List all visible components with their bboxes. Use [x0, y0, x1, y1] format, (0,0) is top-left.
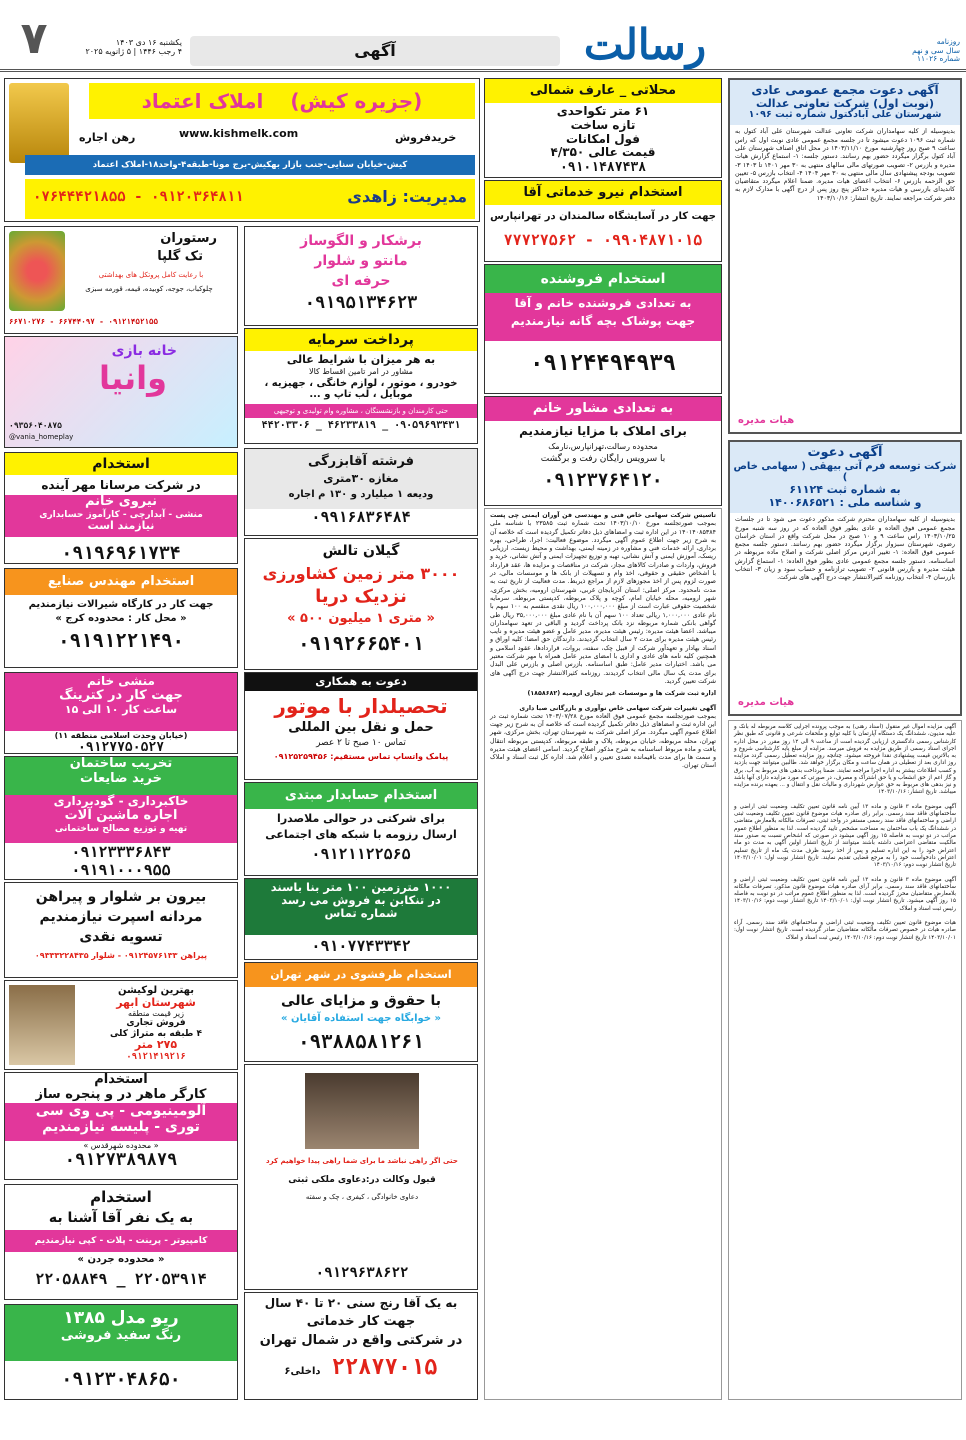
section-title: آگهی: [190, 36, 560, 66]
ad-computer: استخدام به یک نفر آقا آشنا به کامپیوتر - پرینت - پلات - کپی نیازمندیم « محدوده جردن » ۲۲۰۵۸۸۴۹ _ ۲۲۰۵۳۹۱۴: [4, 1184, 238, 1300]
page-number: ۷: [20, 13, 48, 64]
ad-abhar: بهترین لوکیشن شهرستان ابهر زیر قیمت منطقه فروش تجاری ۴ طبقه به متراژ کلی ۲۷۵ متر ۰۹۱۲۱۴۱۹۲۱۶: [4, 980, 238, 1070]
issue-info: روزنامه سال سی و نهم شماره ۱۱۰۲۶: [912, 37, 960, 64]
ad-accountant: استخدام حسابدار مبتدی برای شرکتی در حوالی ملاصدرا ارسال رزومه با شبکه های اجتماعی ۰۹۱۲۱۱۲۲۵۶۵: [244, 782, 478, 876]
legal-notices-small: [728, 720, 962, 1400]
header-date: یکشنبه ۱۶ دی ۱۴۰۳ ۴ رجب ۱۴۴۶ | ۵ ژانویه ۲۰۲۵: [85, 38, 182, 57]
land-body: ۱۰۰۰ مترزمین ۱۰۰ متر بنا باسند در تنکابن به فروش می رسد شماره تماس: [245, 879, 477, 935]
ad-typist: منشی خانم جهت کار در کترینگ ساعت کار ۱۰ الی ۱۵ (خیابان وحدت اسلامی منطقه ۱۱) ۰۹۱۲۷۷۵۰۵۲۷: [4, 672, 238, 754]
legal-notices-body: آگهی مزایده اموال غیر منقول (اسناد رهنی) به موجب پرونده اجرایی کلاسه مربوطه له بانک و علیه مدیون، ششدانگ یک دستگاه آپارتمان با کلیه توابع و ملحقات شرعی و قانونی که طبق نظر کارشناس رسمی دادگستری ارزیابی گردیده است از ساعت ۹ الی ۱۲ روز مقرر در محل اداره اجرای اسناد رسمی از طریق مزایده به فروش میرسد. مزایده از مبلغ پایه کارشناسی شروع و به بالاترین قیمت پیشنهادی نقدا فروخته میشود. چنانچه روز مزایده تعطیل رسمی گردد مزایده روز اداری بعد از تعطیلی در همان ساعت و مکان برگزار خواهد شد. طالبین میتوانند جهت بازدید و کسب اطلاعات بیشتر به اداره اجرا مراجعه نمایند. ضمنا پرداخت بدهی های مربوط به آب، برق و گاز اعم از حق انشعاب و یا حق اشتراک و مصرف، در صورتی که مورد مزایده دارای آنها باشد و نیز بدهی های مربوط به حق عوارض شهرداری و مالیات نقل و انتقال و ... بعهده برنده مزایده میباشد. تاریخ انتشار: ۱۴۰۳/۱۰/۱۶ آگهی موضوع ماده ۳ قانون و ماده ۱۳ آیین نامه قانون تعیین تکلیف وضعیت ثبتی اراضی و ساختمانهای فاقد سند رسمی. برابر رای صادره هیات موضوع قانون تعیین تکلیف وضعیت ثبتی اراضی و ساختمانهای فاقد سند رسمی مستقر در واحد ثبتی، تصرفات مالکانه بلامعارض متقاضی در ششدانگ یک باب ساختمان به مساحت مشخص تایید گردیده است. لذا به منظور اطلاع عموم مراتب در دو نوبت به فاصله ۱۵ روز آگهی میشود در صورتی که اشخاص نسبت به صدور سند مالکیت متقاضی اعتراضی داشته باشند میتوانند از تاریخ انتشار اولین آگهی به مدت دو ماه اعتراض خود را به این اداره تسلیم و پس از اخذ رسید ظرف مدت یک ماه از تاریخ تسلیم اعتراض دادخواست خود را به مرجع قضایی تقدیم نمایند. تاریخ انتشار نوبت اول: ۱۴۰۳/۱۰/۰۱ تاریخ انتشار نوبت دوم: ۱۴۰۳/۱۰/۱۶ آگهی موضوع ماده ۳ قانون و ماده ۱۳ آیین نامه قانون تعیین تکلیف وضعیت ثبتی اراضی و ساختمانهای فاقد سند رسمی. برابر آرای صادره هیات موضوع قانون مذکور، تصرفات مالکانه بلامعارض متقاضیان محرز گردیده است. لذا به منظور اطلاع عموم مراتب در دو نوبت به فاصله ۱۵ روز آگهی میشود. تاریخ انتشار نوبت اول: ۱۴۰۳/۱۰/۰۱ تاریخ انتشار نوبت دوم: ۱۴۰۳/۱۰/۱۶ رئیس ثبت اسناد و املاک هیات موضوع قانون تعیین تکلیف وضعیت ثبتی اراضی و ساختمانهای فاقد سند رسمی. آراء صادره هیات در خصوص تصرفات مالکانه متقاضیان صادر گردیده است. تاریخ انتشار نوبت اول: ۱۴۰۳/۱۰/۰۱ تاریخ انتشار نوبت دوم: ۱۴۰۳/۱۰/۱۶ رئیس ثبت اسناد و املاک: [734, 724, 957, 941]
ad-gilan: گیلان تالش ۳۰۰۰ متر زمین کشاورزی نزدیک دریا « متری ۱ میلیون ۵۰۰ » ۰۹۱۹۲۶۶۵۴۰۱: [244, 538, 478, 670]
ad-moto: دعوت به همکاری تحصیلدار با موتور حمل و نقل بین المللی تماس ۱۰ صبح تا ۲ عصر پیامک واتساپ تماس مستقیم: ۰۹۱۲۵۲۵۹۴۵۶: [244, 672, 478, 780]
ad-mechanic: به یک آقا رنج سنی ۲۰ تا ۴۰ سال جهت کار خدماتی در شرکتی واقع در شمال تهران ۲۲۸۷۷۰۱۵ داخلی۶: [244, 1292, 478, 1400]
ad-mersana: استخدام در شرکت مرسانا مهر آینده نیروی خانم منشی - آبدارچی - کارآموز حسابداری نیازمند است ۰۹۱۹۶۹۶۱۷۳۴: [4, 452, 238, 564]
ad-seller: استخدام فروشنده به تعدادی فروشنده خانم و آقا جهت پوشاک بچه گانه نیازمندیم ۰۹۱۲۴۴۹۴۹۳۹: [484, 264, 722, 394]
newspaper-logo: رسالت: [583, 20, 707, 69]
demolition-body: خاکبرداری - گودبرداری اجاره ماشین آلات تهیه و توزیع مصالح ساختمانی: [5, 795, 237, 843]
ad-capital: پرداخت سرمایه به هر میزان با شرایط عالی مشاور در امر تامین اقساط کالا خودرو ، موتور ، لوازم خانگی ، جهیزیه ، موبایل ، لب تاپ و ... حتی کارمندان و بازنشستگان ، مشاوره وام تولیدی و توجیهی ۴۴۲۰۳۳۰۶ _ ۴۶۲۳۳۸۱۹ _ ۰۹۰۵۹۶۹۳۴۳۱: [244, 328, 478, 444]
ad-kish: [4, 78, 480, 222]
ad-aluminum: استخدام کارگر ماهر در و پنجره ساز آلومینیومی - پی وی سی توری - پلیسه نیازمندیم « محدوده شهرقدس » ۰۹۱۲۷۳۸۹۸۷۹: [4, 1072, 238, 1180]
building-image: [9, 83, 69, 163]
ad-lawyer: حتی اگر راهی نباشد ما برای شما راهی پیدا خواهیم کرد قبول وکالت در:دعاوی ملکی ثبتی دعاوی خانوادگی ، کیفری ، چک و سفته ۰۹۱۲۹۶۳۸۶۲۲: [244, 1064, 478, 1290]
assembly-2-body: بدینوسیله از کلیه سهامداران محترم شرکت مذکور دعوت می شود تا در جلسات مجمع عمومی فوق العاده و عادی بطور فوق العاده که در روز سه شنبه مورخ ۱۴۰۳/۱۰/۲۵ راس ساعت ۹ و ۱۰ صبح در محل شرکت واقع در استان خراسان رضوی، شهرستان سبزوار برگزار میگردد حضور بهم رسانند. دستور جلسه مجمع عمومی فوق العاده: ۱- تغییر آدرس مرکز اصلی شرکت و اصلاح ماده مربوطه در اساسنامه. دستور جلسه مجمع عمومی عادی بطور فوق العاده: ۱- استماع گزارش هیئت مدیره و بازرس قانونی ۲- تصویب ترازنامه و حساب سود و زیان ۳- انتخاب بازرسان ۴- انتخاب روزنامه کثیرالانتشار جهت درج آگهی های شرکت.: [735, 516, 956, 582]
typist-body: منشی خانم جهت کار در کترینگ ساعت کار ۱۰ الی ۱۵: [5, 673, 237, 731]
kish-rent: رهن اجاره: [79, 131, 136, 144]
kish-buy-sell: خریدفروش: [395, 131, 457, 144]
food-image: [9, 231, 65, 311]
ad-pants: بیرون بر شلوار و پیراهن مردانه اسپرت نیازمندیم تسویه نقدی پیراهن ۰۹۱۲۴۵۷۶۱۳۳ - شلوار ۰۹۳۳۳۲۲۸۴۳۵: [4, 882, 238, 978]
aluminum-body: آلومینیومی - پی وی سی توری - پلیسه نیازمندیم: [5, 1103, 237, 1141]
ad-demolition: تخریب ساختمان خرید ضایعات خاکبرداری - گودبرداری اجاره ماشین آلات تهیه و توزیع مصالح ساختمانی ۰۹۱۲۳۳۳۶۸۴۳ ۰۹۱۹۱۰۰۰۹۵۵: [4, 756, 238, 880]
rio-body: ریو مدل ۱۳۸۵ رنگ سفید فروشی: [5, 1305, 237, 1361]
notice-body: تاسیس شرکت سهامی خاص فنی و مهندسی فن آوران ایمنی چی پست بموجب صورتجلسه مورخ ۱۴۰۳/۱۰/۱۰ تحت شماره ثبت ۲۳۵۸۵ با شناسه ملی ۱۴۰۱۴۰۸۵۳۸۴ در این اداره ثبت و امضاهای ذیل دفاتر تکمیل گردیده است که خلاصه آن به شرح زیر جهت اطلاع عموم آگهی میگردد. موضوع فعالیت: اجرا، طراحی، بهره برداری، ارائه خدمات فنی و مشاوره در زمینه ایمنی، بهداشت و محیط زیست، ارزیابی ریسک، آموزش ایمنی و آتش نشانی، تهیه و توزیع تجهیزات ایمنی و آتش نشانی، خرید و فروش، واردات و صادرات کالاهای مجاز، شرکت در مناقصات و مزایده ها، عقد قرارداد با اشخاص حقیقی و حقوقی، اخذ وام و تسهیلات از بانک ها و موسسات مالی، در صورت لزوم پس از اخذ مجوزهای لازم از مراجع ذیربط. مدت فعالیت از تاریخ ثبت به مدت نامحدود. مرکز اصلی: استان آذربایجان غربی، شهرستان ارومیه، بخش مرکزی، شهر ارومیه، محله خیابان امام، کوچه و پلاک مربوطه، کدپستی مربوطه. سرمایه شخصیت حقوقی عبارت است از مبلغ ۱۰۰,۰۰۰,۰۰۰ ریال نقدی منقسم به ۱۰۰ سهم با نام عادی ۱,۰۰۰,۰۰۰ ریالی تعداد ۱۰۰ سهم آن با نام عادی مبلغ ۳۵,۰۰۰,۰۰۰ ریال طی گواهی بانکی شماره مربوطه نزد بانک پرداخت گردید و الباقی در تعهد سهامداران میباشد. اعضا هیئت مدیره: رئیس هیئت مدیره، مدیر عامل و عضو هیئت مدیره و نایب رئیس هیئت مدیره برای مدت ۲ سال انتخاب گردیدند. دارندگان حق امضا: کلیه اوراق و اسناد بهادار و تعهدآور شرکت از قبیل چک، سفته، بروات، قراردادها، عقود اسلامی و همچنین کلیه نامه های عادی و اداری با امضای مدیر عامل همراه با مهر شرکت معتبر می باشد. اختیارات مدیر عامل: طبق اساسنامه. بازرس اصلی و بازرس علی البدل برای مدت یک سال مالی انتخاب گردیدند. روزنامه کثیرالانتشار جهت درج آگهی های شرکت تعیین گردید. اداره ثبت شرکت ها و موسسات غیر تجاری ارومیه (۱۸۵۸۶۸۲) آگهی تغییرات شرکت سهامی خاص نوآوری و بازرگانی صبا داری بموجب صورتجلسه مجمع عمومی فوق العاده مورخ ۱۴۰۳/۰۷/۲۸ تحت شماره ثبت در این اداره ثبت و امضاهای ذیل دفاتر تکمیل گردیده است که خلاصه آن به شرح زیر جهت اطلاع عموم آگهی میگردد. مرکز اصلی شرکت به شهرستان تهران، بخش مرکزی، شهر تهران، محله مربوطه، خیابان مربوطه، پلاک و طبقه مربوطه، کدپستی مربوطه انتقال یافت و ماده مربوط اساسنامه به شرح مذکور اصلاح گردید. اسامی اعضای هیئت مدیره و سمت ها برای مدت باقیمانده تصدی تعیین و اعلام شد. اداره کل ثبت اسناد و املاک استان تهران.: [490, 512, 716, 770]
kish-manager: مدیریت: زاهدی ۰۷۶۴۴۴۲۱۸۵۵ - ۰۹۱۲۰۳۶۴۸۱۱: [25, 179, 475, 219]
notice-assembly-1: آگهی دعوت مجمع عمومی عادی (نوبت اول) شرکت تعاونی عدالت شهرستان علی آبادکتول شماره ثبت ۱۰۹۶ بدینوسیله از کلیه سهامداران شرکت تعاونی عدالت شهرستان علی آباد کتول به شماره ثبت ۱۰۹۶ دعوت میشود تا در جلسه مجمع عمومی عادی نوبت اول که راس ساعت ۹ صبح روز چهارشنبه مورخ ۱۴۰۳/۱۱/۱۰ در محل اتاق اصناف شهرستان علی آباد کتول برگزار میگردد حضور بهم رسانند. دستور جلسه: ۱- استماع گزارش هیات مدیره و بازرس ۲- تصویب صورتهای مالی سالهای منتهی به ۳۰ مهر ۱۴۰۱ تا ۱۴۰۳ ۳- تصویب بودجه پیشنهادی سال مالی منتهی به ۳۰ مهر ۱۴۰۴ ۴- انتخاب بازرس ۵- تعیین حق الزحمه بازرس ۶- انتخاب اعضای هیات مدیره. ضمنا اعلام میگردد متقاضیان کاندیدای بازرسی و هیات مدیره حداکثر پنج روز پس از درج آگهی با مدارک لازم به دفتر شرکت مراجعه نمایند. تاریخ انتشار: ۱۴۰۳/۱۰/۱۶ هیات مدیره: [728, 78, 962, 434]
lawyer-photo: [305, 1073, 419, 1149]
ad-dishes: استخدام ظرفشوی در شهر تهران با حقوق و مزایای عالی « خوابگاه جهت استفاده آقایان » ۰۹۳۸۸۵۸۱۲۶۱: [244, 962, 478, 1062]
shop-image: [9, 985, 75, 1065]
kish-website[interactable]: www.kishmelk.com: [179, 127, 299, 140]
ad-consultant: به تعدادی مشاور خانم برای املاک با مزایا نیازمندیم محدوده رسالت،تهرانپارس،نارمک با سرویس رایگان رفت و برگشت ۰۹۱۲۳۷۶۴۱۲۰: [484, 396, 722, 506]
ad-nurse: استخدام نیرو خدماتی آقا جهت کار در آسایشگاه سالمندان در تهرانپارس ۷۷۷۲۷۵۶۲ - ۰۹۹۰۴۸۷۱۰۱۵: [484, 180, 722, 262]
ad-vania: خانه بازی وانیا ۰۹۳۵۶۰۴۰۸۷۵ @vania_homeplay: [4, 336, 238, 448]
kish-address: کیش-خیابان سنایی-جنب بازار بهکیش-برج مونا-طبقه۴-واحد۱۸-املاک اعتماد: [25, 155, 475, 175]
ad-rio: ریو مدل ۱۳۸۵ رنگ سفید فروشی ۰۹۱۲۳۰۴۸۶۵۰: [4, 1304, 238, 1400]
mersana-body: نیروی خانم منشی - آبدارچی - کارآموز حسابداری نیازمند است: [5, 495, 237, 537]
ad-mahallati: محلاتی _ عارف شمالی ۶۱ متر تکواحدی تازه ساخت فول امکانات قیمت عالی ۴/۳۵۰ ۰۹۱۰۱۴۸۷۴۳۸: [484, 78, 722, 178]
ad-tailor: برشکار و الگوساز مانتو و شلوار حرفه ای ۰۹۱۹۵۱۳۴۶۲۳: [244, 226, 478, 326]
legal-notice-column: [484, 508, 722, 1400]
demolition-head: تخریب ساختمان خرید ضایعات: [5, 757, 237, 795]
ad-engineer: استخدام مهندس صنایع جهت کار در کارگاه شیرالات نیازمندیم « محل کار : محدوده کرج » ۰۹۱۹۱۲۲۱۴۹۰: [4, 568, 238, 668]
ad-land: ۱۰۰۰ مترزمین ۱۰۰ متر بنا باسند در تنکابن به فروش می رسد شماره تماس ۰۹۱۰۷۷۴۳۳۴۲: [244, 878, 478, 960]
kish-title-bar: (جزیره کیش) املاک اعتماد: [89, 83, 475, 119]
ad-carpet: فرشته آقابزرگی مغازه ۳۰متری ودیعه ۱ میلیارد و ۱۳۰ م اجاره ۰۹۹۱۶۸۳۶۴۸۴: [244, 448, 478, 536]
seller-body: به تعدادی فروشنده خانم و آقا جهت پوشاک بچه گانه نیازمندیم: [485, 293, 721, 341]
header-bar: [0, 0, 966, 72]
ad-restaurant: رستوران تک گلپا با رعایت کامل پروتکل های بهداشتی چلوکباب، جوجه، کوبیده، قیمه، قورمه سبزی ۶۶۷۱۰۲۷۶ - ۶۶۷۴۴۰۹۷ - ۰۹۱۲۱۴۵۲۱۵۵: [4, 226, 238, 334]
assembly-1-body: بدینوسیله از کلیه سهامداران شرکت تعاونی عدالت شهرستان علی آباد کتول به شماره ثبت ۱۰۹۶ دعوت میشود تا در جلسه مجمع عمومی عادی نوبت اول که راس ساعت ۹ صبح روز چهارشنبه مورخ ۱۴۰۳/۱۱/۱۰ در محل اتاق اصناف شهرستان علی آباد کتول برگزار میگردد حضور بهم رسانند. دستور جلسه: ۱- استماع گزارش هیات مدیره و بازرس ۲- تصویب صورتهای مالی سالهای منتهی به ۳۰ مهر ۱۴۰۱ تا ۱۴۰۳ ۳- تصویب بودجه پیشنهادی سال مالی منتهی به ۳۰ مهر ۱۴۰۴ ۴- انتخاب بازرس ۵- تعیین حق الزحمه بازرس ۶- انتخاب اعضای هیات مدیره. ضمنا اعلام میگردد متقاضیان کاندیدای بازرسی و هیات مدیره حداکثر پنج روز پس از درج آگهی با مدارک لازم به دفتر شرکت مراجعه نمایند. تاریخ انتشار: ۱۴۰۳/۱۰/۱۶: [735, 128, 956, 202]
notice-assembly-2: آگهی دعوت شرکت توسعه فرم آتی بیهقی ( سهامی خاص ) به شماره ثبت ۶۱۱۲۴ و شناسه ملی : ۱۴۰۰۶۸۶۵۲۱ بدینوسیله از کلیه سهامداران محترم شرکت مذکور دعوت می شود تا در جلسات مجمع عمومی فوق العاده و عادی بطور فوق العاده که در روز سه شنبه مورخ ۱۴۰۳/۱۰/۲۵ راس ساعت ۹ و ۱۰ صبح در محل شرکت واقع در استان خراسان رضوی، شهرستان سبزوار برگزار میگردد حضور بهم رسانند. دستور جلسه مجمع عمومی فوق العاده: ۱- تغییر آدرس مرکز اصلی شرکت و اصلاح ماده مربوطه در اساسنامه. دستور جلسه مجمع عمومی عادی بطور فوق العاده: ۱- استماع گزارش هیئت مدیره و بازرس قانونی ۲- تصویب ترازنامه و حساب سود و زیان ۳- انتخاب بازرسان ۴- انتخاب روزنامه کثیرالانتشار جهت درج آگهی های شرکت. هیات مدیره: [728, 440, 962, 716]
